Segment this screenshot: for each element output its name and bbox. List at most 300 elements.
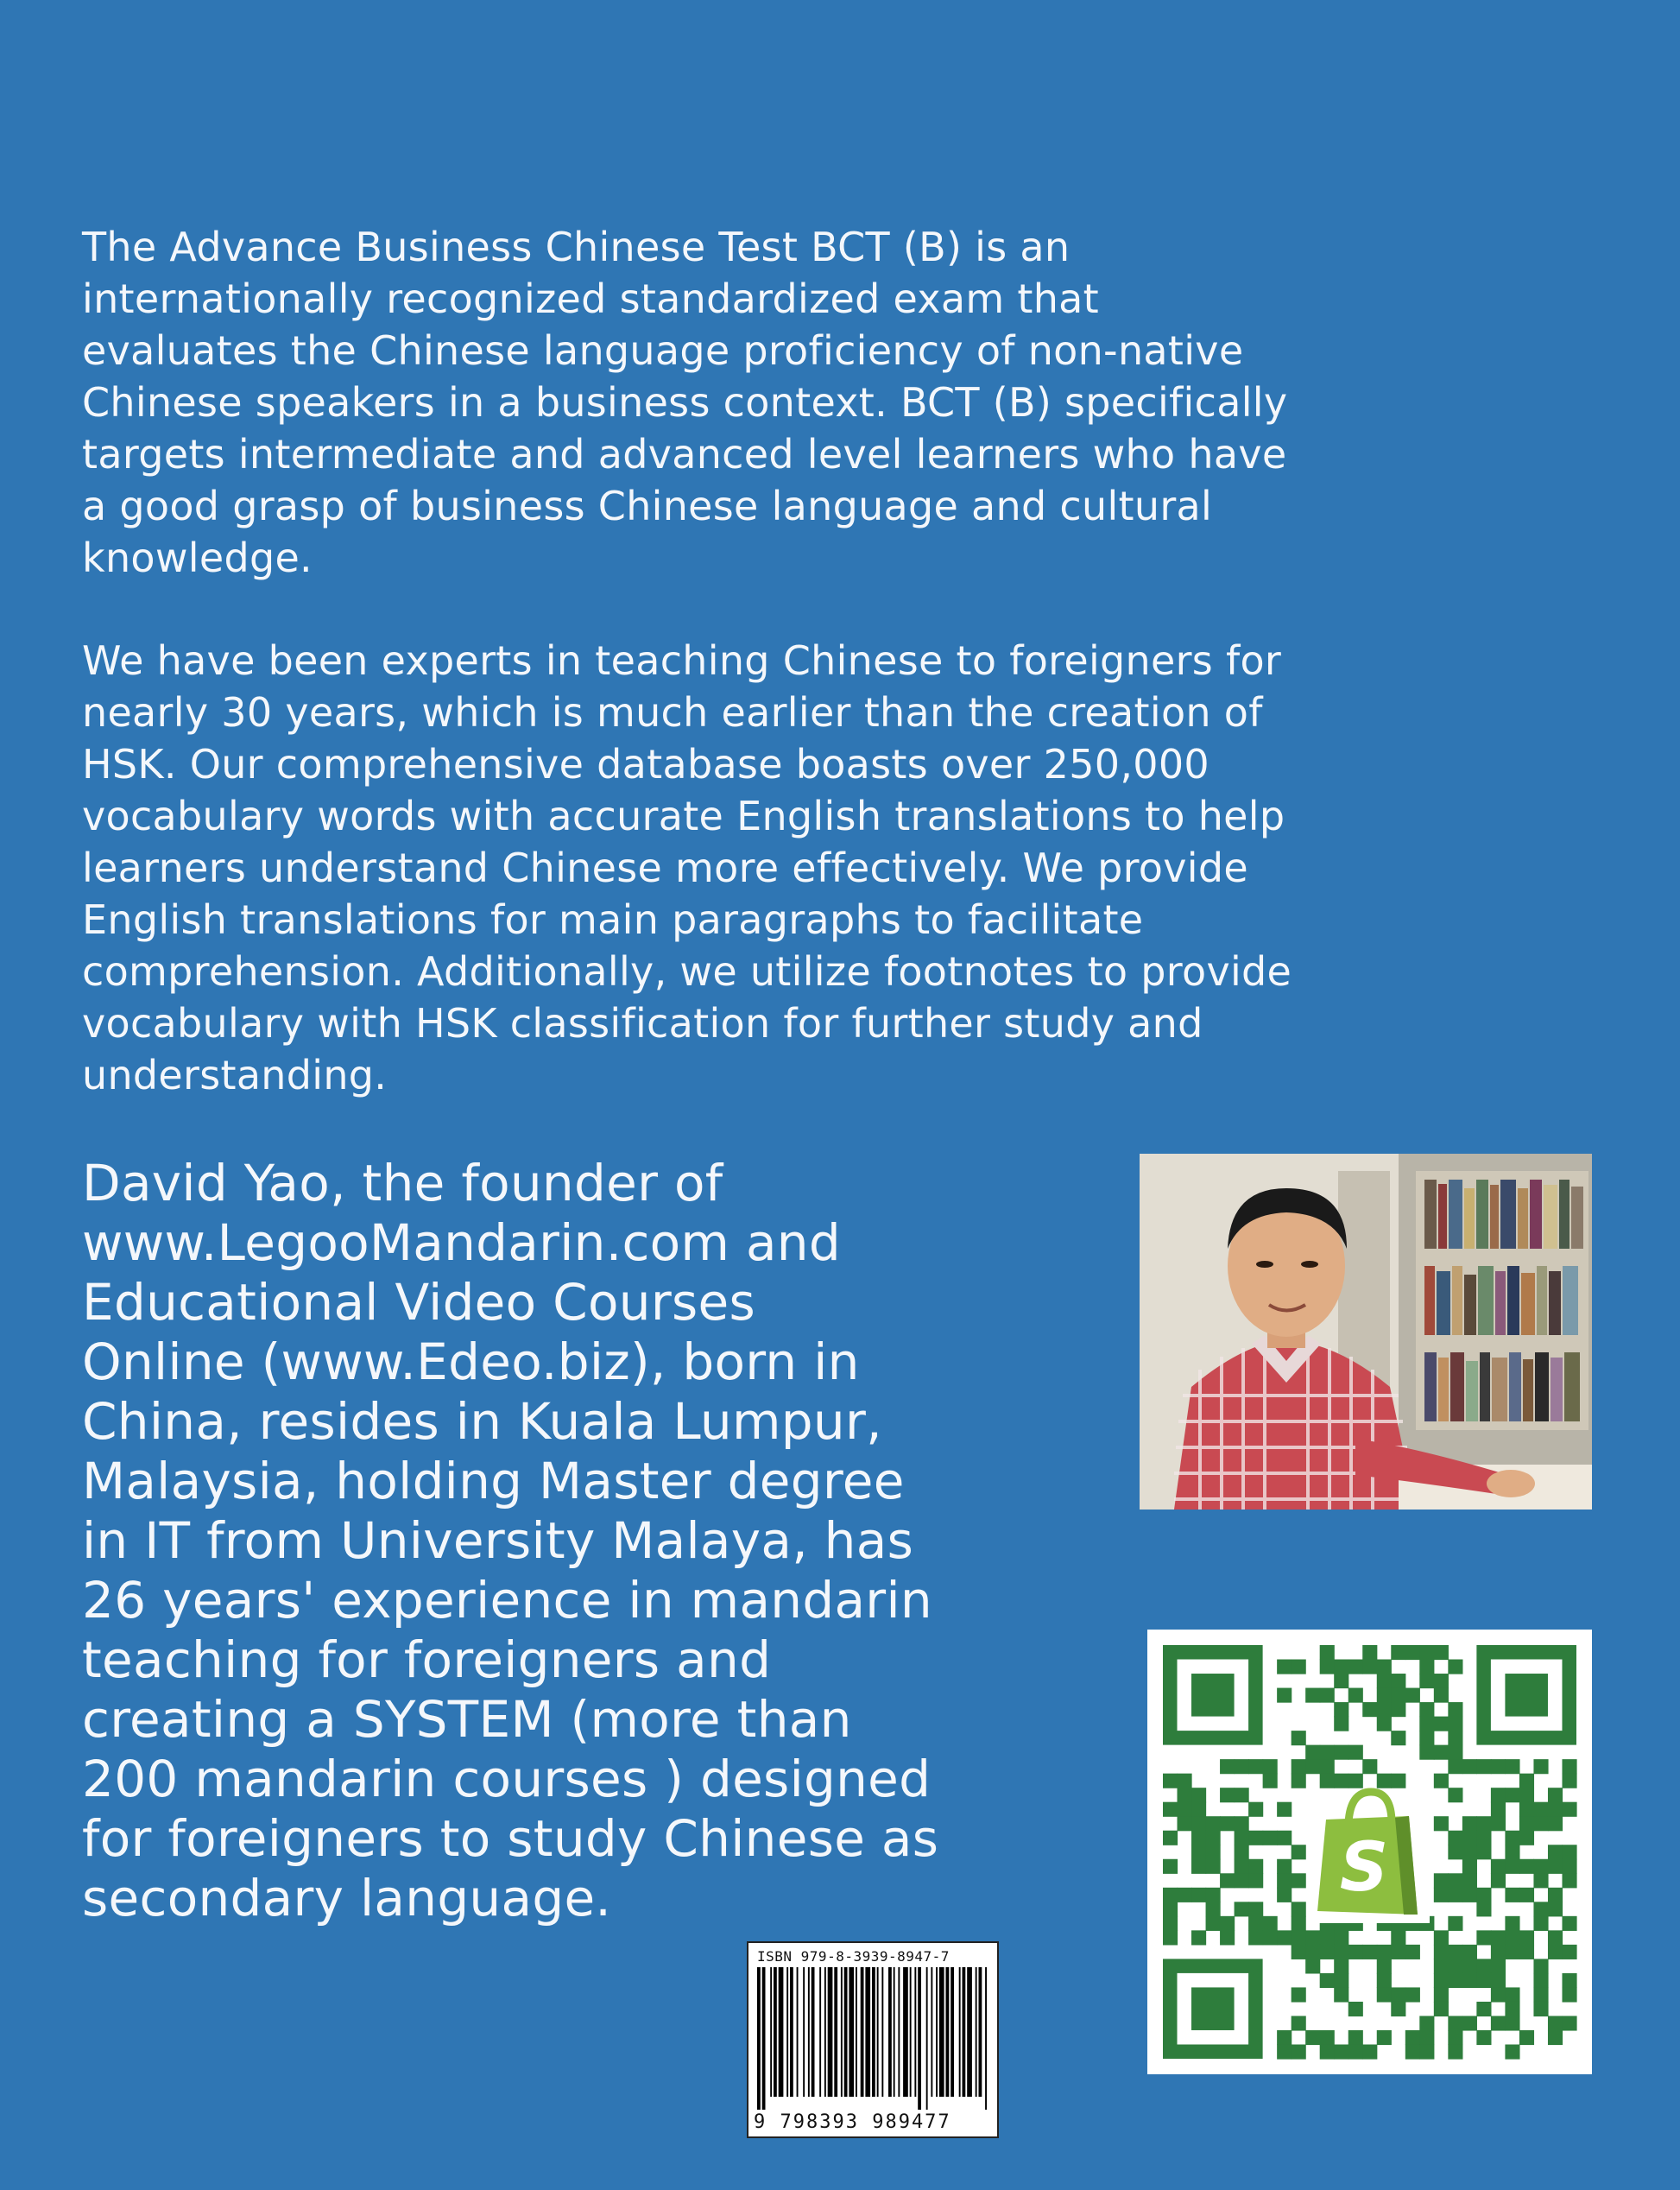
qr-module — [1533, 2002, 1548, 2016]
qr-module — [1533, 1973, 1548, 1988]
qr-module — [1362, 1702, 1377, 1717]
qr-module — [1519, 1788, 1534, 1802]
qr-module — [1348, 1745, 1363, 1760]
qr-module — [1448, 1888, 1462, 1902]
qr-module — [1191, 1831, 1206, 1845]
text-line: vocabulary with HSK classification for further study and — [82, 1000, 1203, 1047]
qr-module — [1462, 1959, 1477, 1973]
qr-code[interactable] — [1147, 1630, 1592, 2074]
barcode-bar — [931, 1967, 932, 2097]
qr-module — [1334, 1660, 1348, 1674]
description-paragraph — [82, 221, 1627, 584]
text-line: www.LegooMandarin.com and — [82, 1213, 841, 1272]
qr-module — [1505, 1859, 1519, 1874]
text-line: Malaysia, holding Master degree — [82, 1452, 905, 1510]
qr-module — [1348, 1774, 1363, 1788]
qr-module — [1491, 1859, 1506, 1874]
qr-module — [1476, 2030, 1491, 2045]
text-line: 200 mandarin courses ) designed — [82, 1750, 932, 1808]
author-photo — [1140, 1154, 1592, 1510]
qr-module — [1476, 1845, 1491, 1859]
qr-module — [1362, 1645, 1377, 1660]
qr-module — [1548, 1945, 1563, 1959]
qr-module — [1548, 1802, 1563, 1817]
qr-module — [1533, 1902, 1548, 1916]
qr-module — [1391, 1674, 1405, 1688]
qr-module — [1292, 2016, 1306, 2030]
qr-module — [1334, 1745, 1348, 1760]
qr-module — [1519, 1831, 1534, 1845]
qr-module — [1235, 1902, 1249, 1916]
qr-module — [1519, 2030, 1534, 2045]
qr-module — [1377, 1688, 1392, 1703]
qr-module — [1533, 1987, 1548, 2002]
qr-module — [1505, 1916, 1519, 1931]
qr-module — [1248, 1802, 1263, 1817]
qr-module — [1248, 1759, 1263, 1774]
qr-module — [1462, 1973, 1477, 1988]
qr-module — [1206, 1859, 1221, 1874]
barcode-bar — [985, 1967, 987, 2110]
qr-module — [1419, 2016, 1434, 2030]
qr-module — [1448, 2016, 1462, 2030]
qr-module — [1448, 1973, 1462, 1988]
qr-module — [1476, 1831, 1491, 1845]
qr-module — [1405, 1645, 1420, 1660]
qr-module — [1263, 1831, 1278, 1845]
qr-module — [1348, 1945, 1363, 1959]
qr-module — [1448, 1845, 1462, 1859]
qr-module — [1405, 1688, 1420, 1703]
text-line: a good grasp of business Chinese language and cultural — [82, 483, 1213, 529]
qr-module — [1206, 1888, 1221, 1902]
qr-module — [1491, 1959, 1506, 1973]
qr-module — [1448, 1717, 1462, 1731]
barcode-bar — [903, 1967, 908, 2097]
barcode-bar — [841, 1967, 843, 2097]
qr-module — [1320, 2030, 1335, 2045]
author-bio — [82, 1154, 1101, 1928]
qr-module — [1476, 1816, 1491, 1831]
barcode-bar — [918, 1967, 921, 2110]
text-line: English translations for main paragraphs to facilitate — [82, 896, 1144, 943]
qr-module — [1348, 2002, 1363, 2016]
qr-module — [1448, 1702, 1462, 1717]
qr-module — [1434, 1959, 1449, 1973]
qr-module — [1476, 1888, 1491, 1902]
qr-module — [1548, 1816, 1563, 1831]
barcode-bar — [898, 1967, 900, 2097]
qr-module — [1235, 1873, 1249, 1888]
qr-module — [1434, 1717, 1449, 1731]
qr-module — [1206, 1816, 1221, 1831]
barcode-bar — [779, 1967, 784, 2097]
qr-module — [1377, 1717, 1392, 1731]
qr-module — [1377, 1987, 1392, 2002]
text-line: We have been experts in teaching Chinese to foreigners for — [82, 637, 1282, 684]
qr-module — [1191, 1788, 1206, 1802]
qr-module — [1448, 2030, 1462, 2045]
qr-module — [1491, 1945, 1506, 1959]
qr-module — [1562, 1973, 1576, 1988]
barcode-bar — [877, 1967, 879, 2097]
qr-module — [1377, 1959, 1392, 1973]
barcode-bar — [881, 1967, 883, 2097]
text-line: understanding. — [82, 1052, 388, 1098]
qr-module — [1448, 2044, 1462, 2059]
qr-module — [1491, 1873, 1506, 1888]
barcode-bar — [963, 1967, 966, 2097]
qr-module — [1292, 1731, 1306, 1745]
qr-module — [1505, 1845, 1519, 1859]
barcode-bar — [762, 1967, 766, 2110]
qr-module — [1562, 1945, 1576, 1959]
qr-module — [1220, 1873, 1235, 1888]
barcode-bar — [819, 1967, 821, 2097]
qr-module — [1462, 2016, 1477, 2030]
qr-module — [1434, 1816, 1449, 1831]
text-line: Educational Video Courses — [82, 1273, 755, 1332]
qr-module — [1163, 1902, 1178, 1916]
qr-module — [1362, 1660, 1377, 1674]
qr-module — [1448, 1788, 1462, 1802]
barcode-bar — [951, 1967, 954, 2097]
text-line: secondary language. — [82, 1869, 612, 1927]
qr-module — [1391, 1774, 1405, 1788]
qr-module — [1305, 1759, 1320, 1774]
barcode-bar — [790, 1967, 793, 2097]
qr-module — [1476, 2002, 1491, 2016]
qr-module — [1292, 1774, 1306, 1788]
qr-module — [1476, 1930, 1491, 1945]
qr-module — [1462, 1945, 1477, 1959]
qr-module — [1391, 1688, 1405, 1703]
qr-module — [1277, 1688, 1292, 1703]
barcode-bar — [770, 1967, 772, 2097]
qr-module — [1277, 2044, 1292, 2059]
qr-module — [1305, 1745, 1320, 1760]
qr-module — [1476, 1759, 1491, 1774]
qr-module — [1391, 1702, 1405, 1717]
qr-module — [1434, 2002, 1449, 2016]
barcode-bar — [979, 1967, 982, 2097]
qr-module — [1292, 1945, 1306, 1959]
qr-module — [1334, 1959, 1348, 1973]
barcode-bar — [939, 1967, 944, 2097]
qr-module — [1462, 1888, 1477, 1902]
qr-module — [1348, 2044, 1363, 2059]
qr-module — [1334, 1674, 1348, 1688]
qr-module — [1548, 1902, 1563, 1916]
qr-module — [1220, 1788, 1235, 1802]
qr-module — [1419, 1717, 1434, 1731]
qr-module — [1348, 1660, 1363, 1674]
qr-module — [1505, 1759, 1519, 1774]
qr-module — [1562, 1916, 1576, 1931]
qr-module — [1434, 1774, 1449, 1788]
qr-module — [1292, 1930, 1306, 1945]
qr-module — [1505, 2002, 1519, 2016]
barcode-bar — [910, 1967, 912, 2097]
qr-module — [1305, 1959, 1320, 1973]
qr-module — [1163, 1831, 1178, 1845]
qr-module — [1434, 1688, 1449, 1703]
qr-module — [1491, 2016, 1506, 2030]
text-line: comprehension. Additionally, we utilize footnotes to provide — [82, 948, 1292, 995]
qr-module — [1562, 1802, 1576, 1817]
qr-module — [1334, 1702, 1348, 1717]
qr-module — [1163, 1916, 1178, 1931]
barcode-bar — [926, 1967, 928, 2110]
qr-module — [1220, 1759, 1235, 1774]
qr-module — [1391, 1645, 1405, 1660]
text-line: Online (www.Edeo.biz), born in — [82, 1332, 860, 1391]
qr-module — [1419, 1702, 1434, 1717]
qr-module — [1533, 1859, 1548, 1874]
barcode-bar — [834, 1967, 837, 2097]
text-line: vocabulary words with accurate English translations to help — [82, 793, 1285, 839]
qr-module — [1448, 1660, 1462, 1674]
qr-module — [1548, 1930, 1563, 1945]
qr-module — [1533, 1759, 1548, 1774]
barcode-bars — [755, 1967, 992, 2110]
qr-module — [1178, 1802, 1192, 1817]
qr-module — [1462, 1759, 1477, 1774]
qr-module — [1334, 1973, 1348, 1988]
barcode-bar — [936, 1967, 938, 2097]
qr-module — [1292, 1916, 1306, 1931]
qr-module — [1491, 1802, 1506, 1817]
qr-module — [1391, 1731, 1405, 1745]
text-line: learners understand Chinese more effectively. We provide — [82, 845, 1248, 891]
qr-module — [1248, 1873, 1263, 1888]
qr-module — [1178, 1888, 1192, 1902]
qr-module — [1491, 1930, 1506, 1945]
isbn-digits: 9 798393 989477 — [754, 2111, 951, 2133]
qr-module — [1462, 1845, 1477, 1859]
qr-module — [1419, 1660, 1434, 1674]
qr-module — [1505, 1930, 1519, 1945]
qr-module — [1305, 1688, 1320, 1703]
qr-module — [1348, 2030, 1363, 2045]
qr-module — [1305, 2030, 1320, 2045]
qr-module — [1519, 1930, 1534, 1945]
text-line: The Advance Business Chinese Test BCT (B) is an — [82, 224, 1071, 270]
qr-module — [1377, 1660, 1392, 1674]
qr-module — [1448, 1759, 1462, 1774]
qr-module — [1277, 1831, 1292, 1845]
qr-module — [1476, 1973, 1491, 1988]
qr-module — [1320, 1930, 1335, 1945]
qr-module — [1163, 1802, 1178, 1817]
qr-module — [1533, 1959, 1548, 1973]
qr-module — [1505, 2044, 1519, 2059]
barcode-bar — [856, 1967, 857, 2097]
qr-module — [1519, 1859, 1534, 1874]
barcode-bar — [872, 1967, 875, 2097]
qr-finder-pattern — [1170, 1652, 1255, 1737]
qr-module — [1191, 1845, 1206, 1859]
qr-module — [1462, 1873, 1477, 1888]
qr-module — [1163, 1859, 1178, 1874]
qr-module — [1377, 1945, 1392, 1959]
qr-module — [1434, 1645, 1449, 1660]
qr-module — [1562, 1759, 1576, 1774]
qr-module — [1277, 1802, 1292, 1817]
qr-module — [1163, 1774, 1178, 1788]
qr-module — [1434, 1745, 1449, 1760]
qr-module — [1334, 1774, 1348, 1788]
qr-module — [1305, 1930, 1320, 1945]
qr-module — [1377, 1702, 1392, 1717]
qr-module — [1191, 1930, 1206, 1945]
qr-module — [1277, 1930, 1292, 1945]
qr-module — [1448, 1945, 1462, 1959]
text-line: David Yao, the founder of — [82, 1154, 723, 1212]
qr-module — [1419, 2044, 1434, 2059]
qr-module — [1448, 1731, 1462, 1745]
qr-module — [1362, 1945, 1377, 1959]
qr-module — [1434, 1973, 1449, 1988]
shopping-bag-icon — [1309, 1788, 1430, 1923]
qr-module — [1419, 1731, 1434, 1745]
qr-module — [1519, 1945, 1534, 1959]
qr-code-icon — [1147, 1630, 1592, 2074]
qr-module — [1562, 1859, 1576, 1874]
qr-module — [1235, 1788, 1249, 1802]
qr-module — [1320, 2044, 1335, 2059]
text-line: for foreigners to study Chinese as — [82, 1809, 939, 1868]
qr-finder-pattern — [1170, 1966, 1255, 2052]
qr-module — [1491, 1987, 1506, 2002]
qr-module — [1519, 1816, 1534, 1831]
qr-module — [1505, 1888, 1519, 1902]
text-line: teaching for foreigners and — [82, 1630, 772, 1689]
qr-module — [1277, 1873, 1292, 1888]
qr-module — [1505, 1788, 1519, 1802]
qr-module — [1277, 1888, 1292, 1902]
qr-module — [1235, 1759, 1249, 1774]
qr-module — [1320, 1759, 1335, 1774]
qr-module — [1391, 1987, 1405, 2002]
qr-module — [1235, 1845, 1249, 1859]
text-line: creating a SYSTEM (more than — [82, 1690, 852, 1749]
barcode-bar — [786, 1967, 788, 2097]
qr-module — [1334, 1717, 1348, 1731]
qr-module — [1191, 1802, 1206, 1817]
qr-module — [1419, 1745, 1434, 1760]
barcode-bar — [861, 1967, 864, 2097]
qr-module — [1178, 1788, 1192, 1802]
qr-module — [1391, 1930, 1405, 1945]
text-line: nearly 30 years, which is much earlier than the creation of — [82, 689, 1263, 736]
barcode-bar — [894, 1967, 895, 2097]
qr-module — [1548, 2030, 1563, 2045]
qr-module — [1562, 1987, 1576, 2002]
qr-module — [1334, 1945, 1348, 1959]
qr-module — [1206, 1831, 1221, 1845]
qr-module — [1562, 1845, 1576, 1859]
qr-module — [1405, 1987, 1420, 2002]
qr-module — [1448, 1831, 1462, 1845]
qr-module — [1448, 1916, 1462, 1931]
qr-module — [1519, 1802, 1534, 1817]
qr-module — [1292, 1759, 1306, 1774]
qr-module — [1505, 1987, 1519, 2002]
qr-module — [1448, 1959, 1462, 1973]
qr-module — [1491, 1816, 1506, 1831]
isbn-barcode — [747, 1941, 999, 2138]
qr-module — [1163, 1930, 1178, 1945]
qr-module — [1562, 2016, 1576, 2030]
qr-module — [1277, 1660, 1292, 1674]
qr-module — [1391, 1945, 1405, 1959]
barcode-bar — [812, 1967, 815, 2097]
qr-module — [1320, 1660, 1335, 1674]
qr-module — [1405, 2030, 1420, 2045]
qr-module — [1377, 1973, 1392, 1988]
qr-module — [1320, 1688, 1335, 1703]
qr-module — [1476, 1902, 1491, 1916]
qr-module — [1292, 1845, 1306, 1859]
text-line: HSK. Our comprehensive database boasts over 250,000 — [82, 741, 1209, 788]
qr-module — [1248, 1859, 1263, 1874]
barcode-bar — [865, 1967, 870, 2097]
author-photo-illustration — [1140, 1154, 1592, 1510]
qr-module — [1263, 1759, 1278, 1774]
qr-module — [1562, 1873, 1576, 1888]
svg-text:S: S — [1339, 1829, 1389, 1907]
qr-module — [1434, 1888, 1449, 1902]
qr-module — [1263, 1774, 1278, 1788]
qr-module — [1248, 1916, 1263, 1931]
barcode-bar — [967, 1967, 972, 2097]
qr-module — [1391, 2002, 1405, 2016]
qr-module — [1548, 2016, 1563, 2030]
qr-module — [1206, 1902, 1221, 1916]
qr-module — [1220, 1930, 1235, 1945]
qr-module — [1533, 1802, 1548, 1817]
qr-module — [1235, 1816, 1249, 1831]
barcode-bar — [976, 1967, 977, 2097]
qr-module — [1191, 1888, 1206, 1902]
qr-module — [1548, 1859, 1563, 1874]
text-line: targets intermediate and advanced level learners who have — [82, 431, 1287, 478]
qr-module — [1334, 1930, 1348, 1945]
qr-module — [1505, 1831, 1519, 1845]
qr-module — [1320, 1745, 1335, 1760]
barcode-bar — [888, 1967, 892, 2097]
qr-module — [1519, 1774, 1534, 1788]
text-line: evaluates the Chinese language proficiency of non-native — [82, 327, 1244, 374]
qr-module — [1292, 1873, 1306, 1888]
qr-module — [1419, 2030, 1434, 2045]
qr-module — [1320, 1645, 1335, 1660]
qr-module — [1235, 1831, 1249, 1845]
qr-module — [1248, 1930, 1263, 1945]
qr-module — [1448, 1873, 1462, 1888]
qr-module — [1277, 1859, 1292, 1874]
barcode-bar — [824, 1967, 826, 2097]
qr-module — [1178, 1816, 1192, 1831]
qr-module — [1292, 2044, 1306, 2059]
qr-finder-pattern — [1484, 1652, 1569, 1737]
qr-module — [1405, 2044, 1420, 2059]
isbn-label: ISBN 979-8-3939-8947-7 — [757, 1948, 950, 1965]
qr-module — [1377, 1674, 1392, 1688]
qr-module — [1248, 1902, 1263, 1916]
qr-module — [1476, 1959, 1491, 1973]
